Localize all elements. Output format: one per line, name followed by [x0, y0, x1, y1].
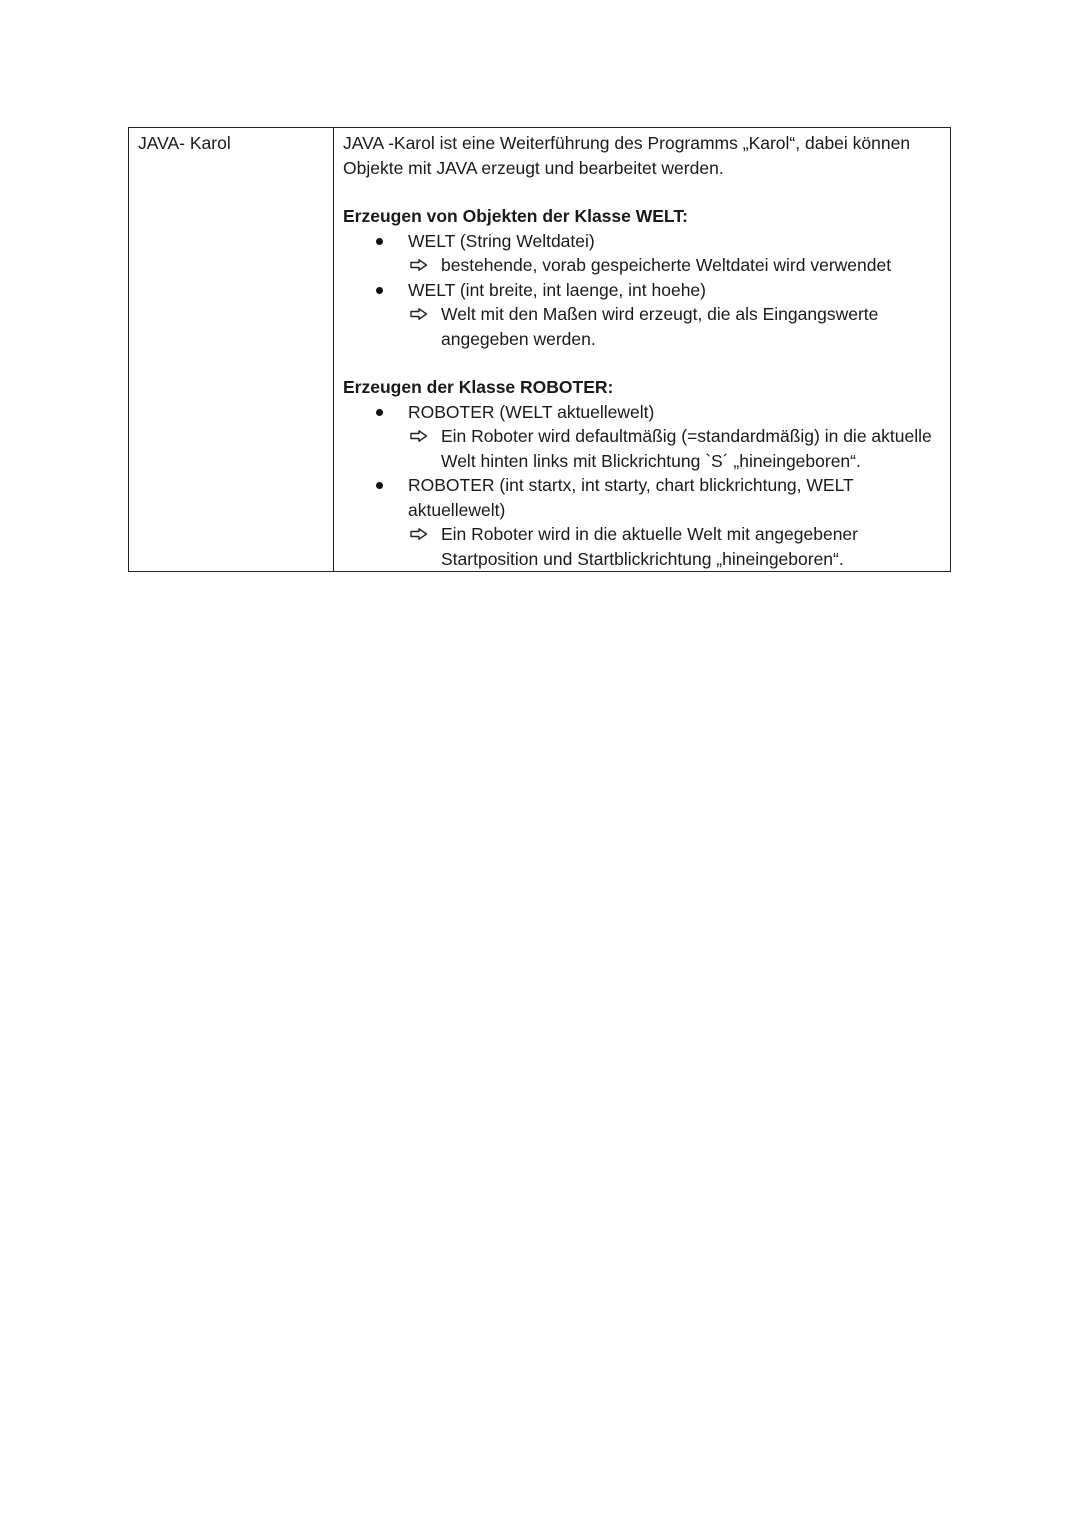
- term-label: JAVA- Karol: [138, 133, 231, 153]
- list-item: [343, 473, 942, 571]
- section-heading: Erzeugen von Objekten der Klasse WELT:: [343, 206, 688, 226]
- result-text: Ein Roboter wird defaultmäßig (=standardmäßig) in die aktuelle Welt hinten links mit Blickrichtung `S´ „hineingeboren“.: [441, 426, 932, 471]
- result-text: bestehende, vorab gespeicherte Weltdatei wird verwendet: [441, 255, 892, 275]
- section-roboter: [343, 375, 942, 571]
- constructor-list: [343, 400, 942, 572]
- hollow-right-arrow-icon: [410, 522, 430, 546]
- constructor-signature: WELT (int breite, int laenge, int hoehe): [408, 279, 706, 300]
- constructor-signature: ROBOTER (WELT aktuellewelt): [408, 401, 655, 422]
- result-line: [408, 302, 942, 351]
- result-line: [408, 253, 942, 278]
- description-cell: [334, 128, 951, 572]
- term-cell: [129, 128, 334, 572]
- result-text: Welt mit den Maßen wird erzeugt, die als Eingangswerte angegeben werden.: [441, 304, 879, 349]
- constructor-signature: ROBOTER (int startx, int starty, chart blickrichtung, WELT aktuellewelt): [408, 475, 854, 520]
- hollow-right-arrow-icon: [410, 302, 430, 326]
- constructor-signature: WELT (String Weltdatei): [408, 230, 595, 251]
- hollow-right-arrow-icon: [410, 424, 430, 448]
- result-text: Ein Roboter wird in die aktuelle Welt mit angegebener Startposition und Startblickrichtung „hineingeboren“.: [441, 524, 858, 569]
- list-item: [343, 229, 942, 278]
- result-line: [408, 522, 942, 571]
- section-heading: Erzeugen der Klasse ROBOTER:: [343, 377, 614, 397]
- result-line: [408, 424, 942, 473]
- list-item: [343, 278, 942, 352]
- constructor-list: [343, 229, 942, 352]
- hollow-right-arrow-icon: [410, 253, 430, 277]
- section-welt: [343, 204, 942, 351]
- table-row: [129, 128, 951, 572]
- definition-table: [128, 127, 951, 572]
- list-item: [343, 400, 942, 474]
- intro-paragraph: JAVA -Karol ist eine Weiterführung des Programms „Karol“, dabei können Objekte mit JAVA erzeugt und bearbeitet werden.: [343, 133, 911, 178]
- section-spacer: [343, 351, 942, 375]
